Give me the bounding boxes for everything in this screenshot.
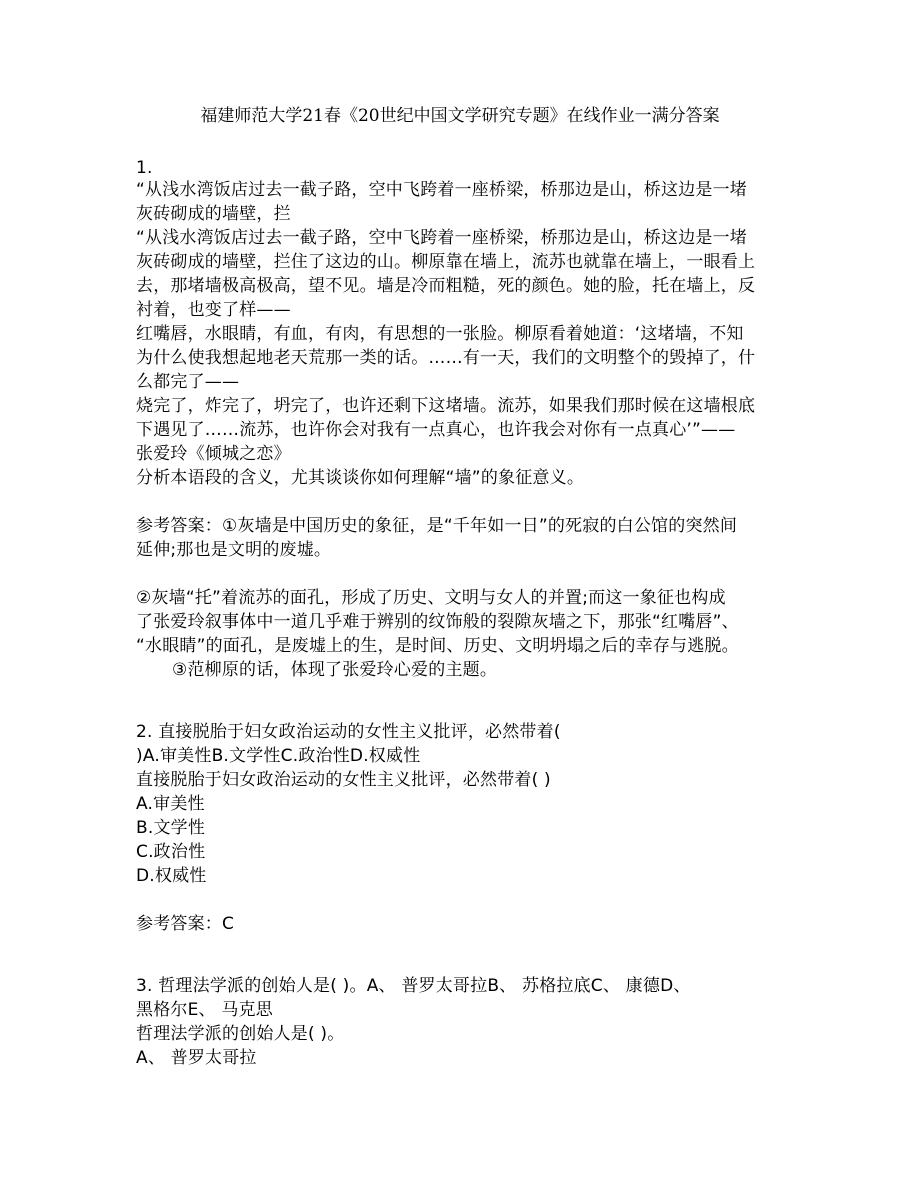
question-1-line: 张爱玲《倾城之恋》 <box>136 444 291 464</box>
document-title: 福建师范大学21春《20世纪中国文学研究专题》在线作业一满分答案 <box>200 106 720 126</box>
question-1-answer: 参考答案：①灰墙是中国历史的象征，是“千年如一日”的死寂的白公馆的突然间 <box>136 516 738 536</box>
question-1-line: 衬着，也变了样—— <box>136 300 291 320</box>
question-3-option: A、 普罗太哥拉 <box>136 1048 257 1068</box>
question-1-answer: ②灰墙“托”着流苏的面孔，形成了历史、文明与女人的并置;而这一象征也构成 <box>136 588 726 608</box>
question-1-line: 下遇见了……流苏，也许你会对我有一点真心，也许我会对你有一点真心’”—— <box>136 420 736 440</box>
question-1-line: 去，那堵墙极高极高，望不见。墙是冷而粗糙，死的颜色。她的脸，托在墙上，反 <box>136 276 756 296</box>
question-2-line: 2. 直接脱胎于妇女政治运动的女性主义批评，必然带着( <box>136 722 561 742</box>
question-1-line: 灰砖砌成的墙壁，拦 <box>136 204 291 224</box>
question-2-option: A.审美性 <box>136 794 205 814</box>
question-2-line: )A.审美性B.文学性C.政治性D.权威性 <box>136 746 421 766</box>
question-1-line: 灰砖砌成的墙壁，拦住了这边的山。柳原靠在墙上，流苏也就靠在墙上，一眼看上 <box>136 252 756 272</box>
question-1-line: “从浅水湾饭店过去一截子路，空中飞跨着一座桥梁，桥那边是山，桥这边是一堵 <box>136 180 748 200</box>
question-1-line: 为什么使我想起地老天荒那一类的话。……有一天，我们的文明整个的毁掉了，什 <box>136 348 756 368</box>
question-3-line: 3. 哲理法学派的创始人是( )。A、 普罗太哥拉B、 苏格拉底C、 康德D、 <box>136 976 691 996</box>
question-1-answer: ③范柳原的话，体现了张爱玲心爱的主题。 <box>172 660 498 680</box>
question-1-answer: “水眼睛”的面孔，是废墟上的生，是时间、历史、文明坍塌之后的幸存与逃脱。 <box>136 636 739 656</box>
question-2-option: D.权威性 <box>136 866 207 886</box>
question-1-line: 么都完了—— <box>136 372 240 392</box>
question-2-line: 直接脱胎于妇女政治运动的女性主义批评，必然带着( ) <box>136 770 551 790</box>
question-2-answer: 参考答案：C <box>136 914 235 934</box>
question-1-line: 烧完了，炸完了，坍完了，也许还剩下这堵墙。流苏，如果我们那时候在这墙根底 <box>136 396 756 416</box>
question-1-line: 红嘴唇，水眼睛，有血，有肉，有思想的一张脸。柳原看着她道：‘这堵墙，不知 <box>136 324 744 344</box>
question-1-number: 1. <box>136 158 153 178</box>
question-1-line: “从浅水湾饭店过去一截子路，空中飞跨着一座桥梁，桥那边是山，桥这边是一堵 <box>136 228 748 248</box>
question-1-answer: 延伸;那也是文明的废墟。 <box>136 540 332 560</box>
question-1-answer: 了张爱玲叙事体中一道几乎难于辨别的纹饰般的裂隙灰墙之下，那张“红嘴唇”、 <box>136 612 739 632</box>
question-2-option: B.文学性 <box>136 818 206 838</box>
question-1-prompt: 分析本语段的含义，尤其谈谈你如何理解“墙”的象征意义。 <box>136 468 585 488</box>
question-3-line: 哲理法学派的创始人是( )。 <box>136 1024 345 1044</box>
question-3-line: 黑格尔E、 马克思 <box>136 1000 273 1020</box>
question-2-option: C.政治性 <box>136 842 206 862</box>
